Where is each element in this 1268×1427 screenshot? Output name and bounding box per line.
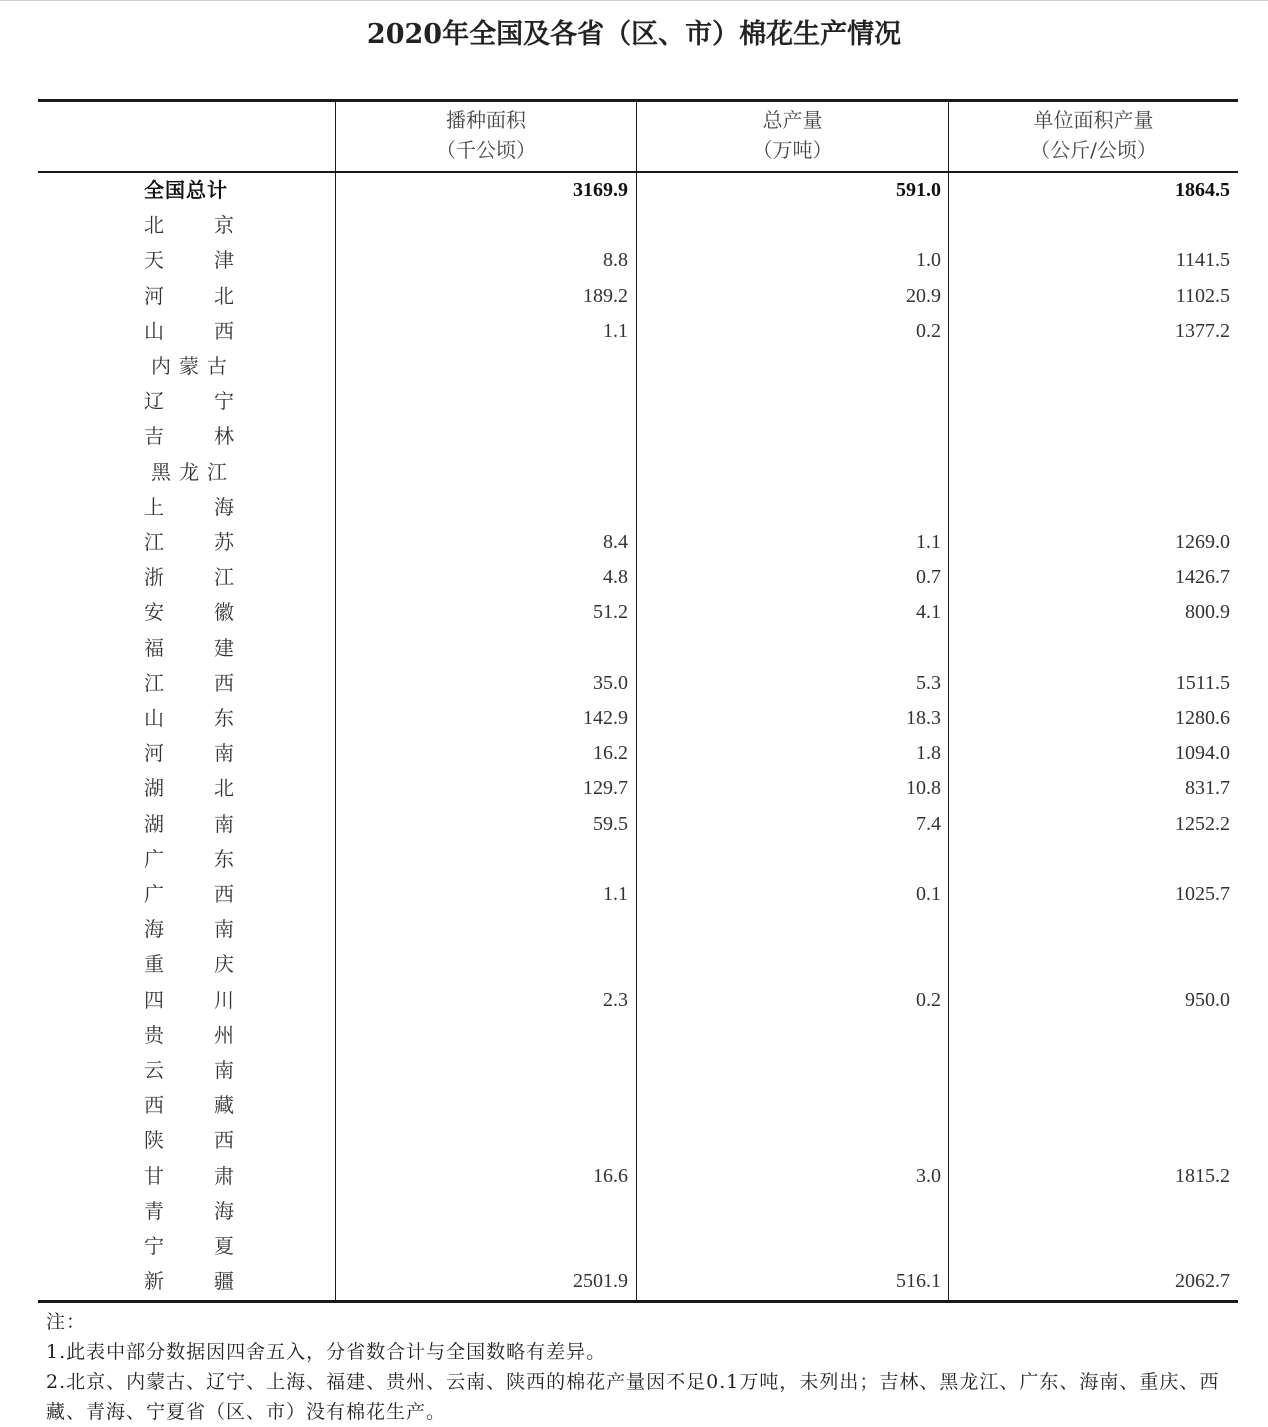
- region-name: [144, 1053, 234, 1088]
- table-row: [38, 243, 1238, 278]
- region-char: 古: [207, 354, 227, 378]
- region-char: 四: [144, 987, 164, 1012]
- cell-output: 10.8: [906, 777, 941, 800]
- region-name: [144, 1159, 234, 1194]
- cell-area: [338, 1018, 628, 1053]
- cell-output: [638, 349, 941, 384]
- cell-output: 0.7: [916, 566, 941, 589]
- cell-area: [338, 947, 628, 982]
- region-char: 山: [144, 318, 164, 343]
- region-char: 辽: [144, 389, 164, 414]
- region-char: 北: [214, 776, 234, 801]
- region-char: 陕: [144, 1128, 164, 1153]
- cell-yield: [950, 349, 1230, 384]
- header-area-name: 播种面积: [446, 108, 526, 132]
- cell-output: [638, 912, 941, 947]
- header-output-name: 总产量: [762, 108, 823, 132]
- region-name: [144, 842, 234, 877]
- table-row: [38, 947, 1238, 982]
- cell-area: 16.6: [593, 1164, 628, 1187]
- region-char: 湖: [144, 776, 164, 801]
- cell-area: 1.1: [603, 883, 628, 905]
- table-row: [38, 384, 1238, 419]
- cell-output: [638, 947, 941, 982]
- cell-output: [638, 631, 941, 666]
- cell-yield: [950, 208, 1230, 243]
- cell-area: [338, 1229, 628, 1264]
- cell-output: 0.2: [916, 988, 941, 1011]
- cell-yield: [950, 1229, 1230, 1264]
- cell-yield: 1864.5: [1175, 179, 1230, 201]
- table-row: [38, 1053, 1238, 1088]
- table-row: [38, 455, 1238, 490]
- cell-area: [338, 1194, 628, 1229]
- table-row: [38, 279, 1238, 314]
- cell-output: [638, 490, 941, 525]
- cell-yield: [950, 1088, 1230, 1123]
- region-char: 宁: [214, 389, 234, 414]
- table-row: [38, 842, 1238, 877]
- cell-area: 189.2: [583, 284, 628, 307]
- region-name: [144, 1088, 234, 1123]
- cell-output: 1.0: [916, 249, 941, 272]
- region-char: 南: [214, 1058, 234, 1082]
- region-name: [144, 771, 234, 806]
- cell-output: 5.3: [916, 671, 941, 694]
- table-row: [38, 912, 1238, 947]
- header-output-unit: （万吨）: [752, 138, 833, 162]
- region-char: 肃: [214, 1163, 234, 1188]
- region-char: 上: [144, 494, 164, 519]
- region-char: 云: [144, 1058, 164, 1082]
- cell-output: 4.1: [916, 601, 941, 624]
- region-char: 海: [214, 1198, 234, 1223]
- region-char: 津: [214, 248, 234, 273]
- table-row: [38, 173, 1238, 208]
- region-char: 黑: [151, 459, 171, 484]
- region-name: [144, 208, 234, 243]
- cell-output: [638, 1229, 941, 1264]
- cell-area: 35.0: [593, 671, 628, 694]
- region-char: 宁: [144, 1234, 164, 1258]
- cell-area: 142.9: [583, 707, 628, 729]
- cell-output: [638, 1088, 941, 1123]
- region-name: [144, 1018, 234, 1053]
- cell-output: [638, 842, 941, 877]
- region-char: 川: [214, 987, 234, 1012]
- cell-yield: 2062.7: [1175, 1270, 1230, 1293]
- table-row: [38, 349, 1238, 384]
- region-char: 河: [144, 741, 164, 766]
- region-char: 东: [214, 706, 234, 730]
- region-name: [144, 736, 234, 771]
- region-char: 湖: [144, 811, 164, 836]
- region-char: 内: [151, 354, 171, 378]
- header-yield: [949, 99, 1238, 171]
- cell-output: 591.0: [896, 179, 941, 201]
- note-1: 1.此表中部分数据因四舍五入，分省数合计与全国数略有差异。: [46, 1341, 607, 1363]
- table-row: [38, 1123, 1238, 1158]
- table-row: [38, 877, 1238, 912]
- region-char: 贵: [144, 1022, 164, 1047]
- region-name: [144, 419, 234, 454]
- region-char: 西: [214, 882, 234, 906]
- region-name: [144, 666, 234, 701]
- cell-area: [338, 1123, 628, 1158]
- region-char: 西: [214, 1128, 234, 1153]
- cell-yield: 1511.5: [1175, 671, 1230, 694]
- table-row: [38, 1194, 1238, 1229]
- region-name: [144, 595, 234, 630]
- region-name: [144, 912, 234, 947]
- cell-area: [338, 490, 628, 525]
- cell-area: [338, 384, 628, 419]
- region-char: 南: [214, 917, 234, 942]
- region-name: [144, 983, 234, 1018]
- cell-area: 1.1: [603, 319, 628, 342]
- region-name: [144, 243, 234, 278]
- cell-area: 8.4: [603, 531, 628, 553]
- region-char: 徽: [214, 600, 234, 625]
- cell-yield: 1426.7: [1175, 566, 1230, 589]
- cell-yield: [950, 384, 1230, 419]
- table-row: [38, 1264, 1238, 1299]
- cell-yield: 831.7: [1185, 777, 1230, 800]
- cell-area: 8.8: [603, 249, 628, 272]
- table-row: [38, 736, 1238, 771]
- notes: [46, 1307, 1226, 1427]
- region-char: 广: [144, 846, 164, 871]
- region-name: [144, 1194, 234, 1229]
- region-name: [144, 525, 234, 560]
- region-char: 河: [144, 283, 164, 308]
- region-char: 青: [144, 1198, 164, 1223]
- region-char: 新: [144, 1269, 164, 1294]
- cell-output: 1.1: [916, 531, 941, 553]
- region-char: 江: [144, 670, 164, 695]
- region-char: 蒙: [179, 354, 199, 378]
- cell-yield: [950, 455, 1230, 490]
- cell-output: [638, 1018, 941, 1053]
- top-border: [0, 0, 1268, 1]
- cell-area: [338, 912, 628, 947]
- table-row: [38, 314, 1238, 349]
- cell-output: 18.3: [906, 707, 941, 729]
- region-name: [151, 455, 227, 490]
- cell-yield: 950.0: [1185, 988, 1230, 1011]
- region-char: 夏: [214, 1234, 234, 1258]
- header-area: [336, 99, 636, 171]
- region-name: [144, 947, 234, 982]
- cell-area: 4.8: [603, 566, 628, 589]
- region-name: [144, 877, 234, 912]
- cell-area: [338, 208, 628, 243]
- region-char: 西: [214, 318, 234, 343]
- region-char: 林: [214, 424, 234, 449]
- note-2: 2.北京、内蒙古、辽宁、上海、福建、贵州、云南、陕西的棉花产量因不足0.1万吨，未列出；吉林、黑龙江、广东、海南、重庆、西藏、青海、宁夏省（区、市）没有棉花生产。: [46, 1371, 1220, 1423]
- cell-area: [338, 419, 628, 454]
- region-char: 庆: [214, 952, 234, 977]
- cell-yield: [950, 1018, 1230, 1053]
- region-char: 西: [144, 1093, 164, 1118]
- header-area-unit: （千公顷）: [436, 138, 536, 162]
- cell-output: 0.1: [916, 883, 941, 905]
- cell-yield: 1280.6: [1175, 707, 1230, 729]
- region-name: [144, 560, 234, 595]
- cell-output: [638, 208, 941, 243]
- table-row: [38, 419, 1238, 454]
- cell-output: [638, 1194, 941, 1229]
- cell-area: [338, 455, 628, 490]
- cell-area: 129.7: [583, 777, 628, 800]
- table-row: [38, 983, 1238, 1018]
- header-output: [637, 99, 948, 171]
- region-char: 山: [144, 706, 164, 730]
- table-row: [38, 560, 1238, 595]
- region-char: 南: [214, 741, 234, 766]
- region-char: 江: [144, 530, 164, 554]
- region-name: [144, 384, 234, 419]
- table-row: [38, 208, 1238, 243]
- cell-output: 7.4: [916, 812, 941, 835]
- region-char: 福: [144, 635, 164, 660]
- region-char: 重: [144, 952, 164, 977]
- table-row: [38, 701, 1238, 736]
- table-row: [38, 1088, 1238, 1123]
- cell-yield: [950, 1053, 1230, 1088]
- cell-yield: 1094.0: [1175, 742, 1230, 765]
- table-row: [38, 1229, 1238, 1264]
- cell-area: 51.2: [593, 601, 628, 624]
- cell-area: 16.2: [593, 742, 628, 765]
- cell-yield: 1025.7: [1175, 883, 1230, 905]
- cell-yield: [950, 912, 1230, 947]
- region-char: 龙: [179, 459, 199, 484]
- region-char: 西: [214, 670, 234, 695]
- table-row: [38, 771, 1238, 806]
- region-name: [144, 314, 234, 349]
- region-char: 江: [214, 565, 234, 590]
- cell-area: [338, 349, 628, 384]
- table-row: [38, 807, 1238, 842]
- cell-output: 3.0: [916, 1164, 941, 1187]
- region-char: 京: [214, 213, 234, 238]
- region-name: [144, 1264, 234, 1299]
- table-row: [38, 525, 1238, 560]
- cell-yield: [950, 1123, 1230, 1158]
- cell-yield: [950, 1194, 1230, 1229]
- table-row: [38, 595, 1238, 630]
- cell-yield: 1269.0: [1175, 531, 1230, 553]
- cell-area: [338, 1088, 628, 1123]
- header-yield-unit: （公斤/公顷）: [1030, 138, 1157, 162]
- region-char: 南: [214, 811, 234, 836]
- cell-yield: [950, 490, 1230, 525]
- region-name: [144, 1229, 234, 1264]
- region-char: 江: [207, 459, 227, 484]
- cell-yield: [950, 947, 1230, 982]
- cell-yield: 1377.2: [1175, 319, 1230, 342]
- cell-yield: 1815.2: [1175, 1164, 1230, 1187]
- cell-output: [638, 1053, 941, 1088]
- region-char: 安: [144, 600, 164, 625]
- region-char: 建: [214, 635, 234, 660]
- region-char: 藏: [214, 1093, 234, 1118]
- region-char: 吉: [144, 424, 164, 449]
- cell-area: 2.3: [603, 988, 628, 1011]
- cell-output: 1.8: [916, 742, 941, 765]
- cell-area: [338, 1053, 628, 1088]
- table-bottom-rule: [38, 1300, 1238, 1303]
- region-char: 东: [214, 846, 234, 871]
- region-char: 州: [214, 1022, 234, 1047]
- region-char: 苏: [214, 530, 234, 554]
- region-name: [144, 490, 234, 525]
- header-yield-name: 单位面积产量: [1033, 108, 1154, 132]
- cell-output: 20.9: [906, 284, 941, 307]
- cell-output: [638, 1123, 941, 1158]
- cell-output: 516.1: [896, 1270, 941, 1293]
- table-row: [38, 1159, 1238, 1194]
- cell-yield: [950, 419, 1230, 454]
- region-char: 浙: [144, 565, 164, 590]
- page-title: 2020年全国及各省（区、市）棉花生产情况: [366, 19, 902, 50]
- region-char: 海: [144, 917, 164, 942]
- cell-yield: [950, 842, 1230, 877]
- region-name: [144, 631, 234, 666]
- region-name: 全国总计: [144, 178, 228, 202]
- region-char: 海: [214, 494, 234, 519]
- cell-yield: 800.9: [1185, 601, 1230, 624]
- region-name: [151, 349, 227, 384]
- region-name: [144, 1123, 234, 1158]
- cell-area: 3169.9: [573, 179, 628, 201]
- cell-output: [638, 384, 941, 419]
- region-char: 北: [214, 283, 234, 308]
- region-char: 北: [144, 213, 164, 238]
- region-name: [144, 701, 234, 736]
- table-row: [38, 666, 1238, 701]
- table-row: [38, 490, 1238, 525]
- cell-area: [338, 631, 628, 666]
- cell-area: [338, 842, 628, 877]
- cell-yield: 1252.2: [1175, 812, 1230, 835]
- table-row: [38, 631, 1238, 666]
- cell-area: 59.5: [593, 812, 628, 835]
- cell-output: 0.2: [916, 319, 941, 342]
- region-name: [144, 807, 234, 842]
- notes-label: 注：: [46, 1311, 87, 1333]
- region-char: 广: [144, 882, 164, 906]
- cell-yield: 1141.5: [1175, 249, 1230, 272]
- cell-area: 2501.9: [573, 1270, 628, 1293]
- table-row: [38, 1018, 1238, 1053]
- cell-yield: [950, 631, 1230, 666]
- cell-output: [638, 419, 941, 454]
- region-char: 甘: [144, 1163, 164, 1188]
- region-name: [144, 279, 234, 314]
- cell-yield: 1102.5: [1175, 284, 1230, 307]
- region-char: 天: [144, 248, 164, 273]
- cell-output: [638, 455, 941, 490]
- region-char: 疆: [214, 1269, 234, 1294]
